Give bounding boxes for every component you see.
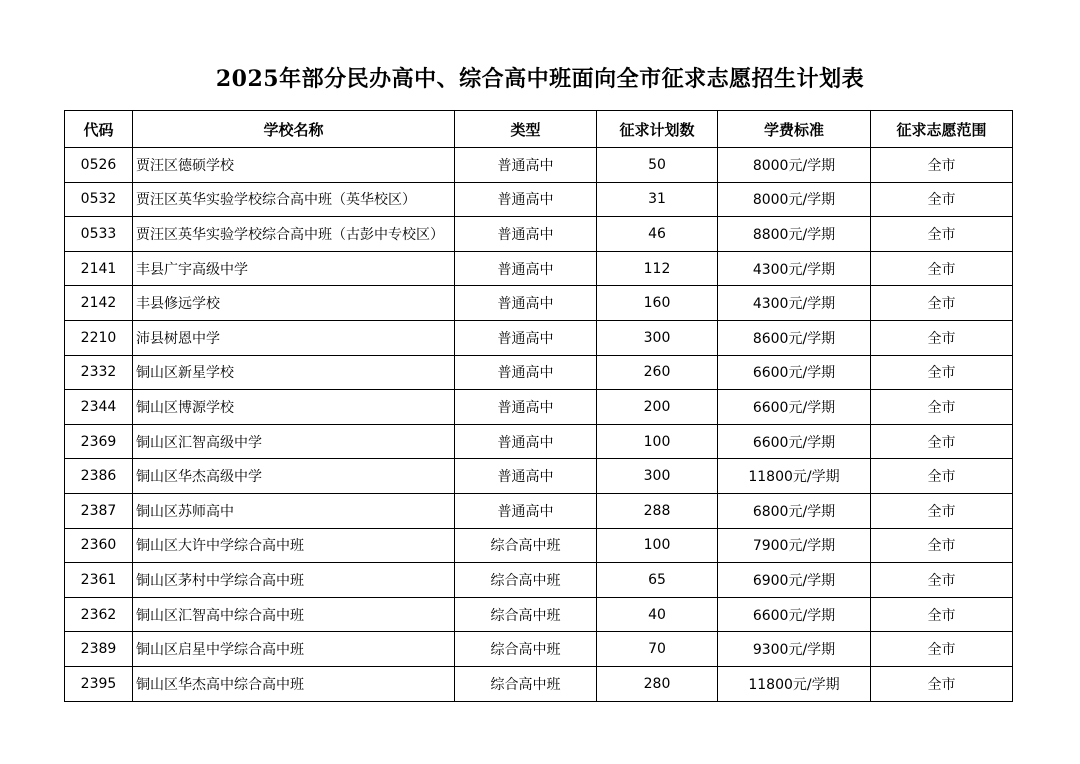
cell-scope: 全市 xyxy=(871,286,1013,321)
cell-plan-count: 100 xyxy=(597,424,718,459)
cell-code: 2386 xyxy=(65,459,133,494)
cell-plan-count: 50 xyxy=(597,148,718,183)
cell-code: 2389 xyxy=(65,632,133,667)
cell-tuition: 11800元/学期 xyxy=(718,459,871,494)
cell-code: 2332 xyxy=(65,355,133,390)
cell-tuition: 6600元/学期 xyxy=(718,355,871,390)
header-code: 代码 xyxy=(65,111,133,148)
cell-scope: 全市 xyxy=(871,493,1013,528)
cell-scope: 全市 xyxy=(871,632,1013,667)
table-row xyxy=(65,182,1013,217)
cell-type: 普通高中 xyxy=(455,424,597,459)
cell-school-name: 铜山区华杰高级中学 xyxy=(133,459,455,494)
cell-plan-count: 46 xyxy=(597,217,718,252)
table-row xyxy=(65,286,1013,321)
cell-tuition: 7900元/学期 xyxy=(718,528,871,563)
cell-school-name: 贾汪区德硕学校 xyxy=(133,148,455,183)
cell-school-name: 铜山区华杰高中综合高中班 xyxy=(133,666,455,701)
table-row xyxy=(65,251,1013,286)
header-scope: 征求志愿范围 xyxy=(871,111,1013,148)
cell-tuition: 6900元/学期 xyxy=(718,563,871,598)
cell-code: 0526 xyxy=(65,148,133,183)
table-row xyxy=(65,320,1013,355)
cell-plan-count: 112 xyxy=(597,251,718,286)
cell-plan-count: 70 xyxy=(597,632,718,667)
cell-type: 普通高中 xyxy=(455,390,597,425)
cell-type: 普通高中 xyxy=(455,355,597,390)
cell-scope: 全市 xyxy=(871,528,1013,563)
cell-type: 普通高中 xyxy=(455,320,597,355)
cell-school-name: 铜山区茅村中学综合高中班 xyxy=(133,563,455,598)
cell-type: 综合高中班 xyxy=(455,528,597,563)
cell-scope: 全市 xyxy=(871,251,1013,286)
cell-scope: 全市 xyxy=(871,355,1013,390)
header-school-name: 学校名称 xyxy=(133,111,455,148)
cell-type: 普通高中 xyxy=(455,493,597,528)
table-header-row xyxy=(65,111,1013,148)
table-row xyxy=(65,597,1013,632)
cell-scope: 全市 xyxy=(871,563,1013,598)
cell-code: 2387 xyxy=(65,493,133,528)
cell-code: 2142 xyxy=(65,286,133,321)
cell-plan-count: 288 xyxy=(597,493,718,528)
cell-plan-count: 300 xyxy=(597,459,718,494)
cell-code: 2360 xyxy=(65,528,133,563)
cell-school-name: 贾汪区英华实验学校综合高中班（古彭中专校区） xyxy=(133,217,455,252)
cell-type: 普通高中 xyxy=(455,182,597,217)
cell-scope: 全市 xyxy=(871,424,1013,459)
cell-tuition: 11800元/学期 xyxy=(718,666,871,701)
cell-code: 2344 xyxy=(65,390,133,425)
cell-school-name: 贾汪区英华实验学校综合高中班（英华校区） xyxy=(133,182,455,217)
cell-scope: 全市 xyxy=(871,320,1013,355)
cell-school-name: 丰县广宇高级中学 xyxy=(133,251,455,286)
table-row xyxy=(65,493,1013,528)
cell-plan-count: 300 xyxy=(597,320,718,355)
table-row xyxy=(65,355,1013,390)
cell-tuition: 8800元/学期 xyxy=(718,217,871,252)
cell-type: 综合高中班 xyxy=(455,597,597,632)
cell-plan-count: 260 xyxy=(597,355,718,390)
header-type: 类型 xyxy=(455,111,597,148)
cell-code: 2210 xyxy=(65,320,133,355)
table-row xyxy=(65,390,1013,425)
cell-tuition: 8000元/学期 xyxy=(718,182,871,217)
cell-tuition: 6600元/学期 xyxy=(718,424,871,459)
cell-scope: 全市 xyxy=(871,148,1013,183)
cell-tuition: 8000元/学期 xyxy=(718,148,871,183)
cell-school-name: 铜山区大许中学综合高中班 xyxy=(133,528,455,563)
cell-code: 2362 xyxy=(65,597,133,632)
cell-type: 普通高中 xyxy=(455,459,597,494)
header-plan-count: 征求计划数 xyxy=(597,111,718,148)
table-row xyxy=(65,563,1013,598)
cell-plan-count: 160 xyxy=(597,286,718,321)
cell-type: 普通高中 xyxy=(455,148,597,183)
cell-school-name: 铜山区博源学校 xyxy=(133,390,455,425)
cell-scope: 全市 xyxy=(871,217,1013,252)
page-title: 2025年部分民办高中、综合高中班面向全市征求志愿招生计划表 xyxy=(215,66,865,92)
cell-plan-count: 40 xyxy=(597,597,718,632)
cell-type: 综合高中班 xyxy=(455,563,597,598)
cell-school-name: 铜山区汇智高中综合高中班 xyxy=(133,597,455,632)
cell-school-name: 丰县修远学校 xyxy=(133,286,455,321)
cell-scope: 全市 xyxy=(871,459,1013,494)
table-row xyxy=(65,217,1013,252)
cell-school-name: 铜山区苏师高中 xyxy=(133,493,455,528)
cell-code: 2141 xyxy=(65,251,133,286)
cell-scope: 全市 xyxy=(871,666,1013,701)
cell-type: 普通高中 xyxy=(455,251,597,286)
header-tuition: 学费标准 xyxy=(718,111,871,148)
cell-type: 普通高中 xyxy=(455,286,597,321)
cell-tuition: 4300元/学期 xyxy=(718,251,871,286)
cell-type: 综合高中班 xyxy=(455,666,597,701)
cell-tuition: 6600元/学期 xyxy=(718,597,871,632)
cell-code: 2369 xyxy=(65,424,133,459)
table-row xyxy=(65,528,1013,563)
table-row xyxy=(65,459,1013,494)
cell-type: 综合高中班 xyxy=(455,632,597,667)
cell-code: 2395 xyxy=(65,666,133,701)
cell-scope: 全市 xyxy=(871,390,1013,425)
cell-tuition: 8600元/学期 xyxy=(718,320,871,355)
cell-type: 普通高中 xyxy=(455,217,597,252)
cell-plan-count: 65 xyxy=(597,563,718,598)
cell-tuition: 6600元/学期 xyxy=(718,390,871,425)
table-row xyxy=(65,666,1013,701)
cell-scope: 全市 xyxy=(871,597,1013,632)
cell-tuition: 9300元/学期 xyxy=(718,632,871,667)
cell-code: 2361 xyxy=(65,563,133,598)
cell-plan-count: 280 xyxy=(597,666,718,701)
cell-school-name: 铜山区启星中学综合高中班 xyxy=(133,632,455,667)
cell-plan-count: 100 xyxy=(597,528,718,563)
cell-tuition: 6800元/学期 xyxy=(718,493,871,528)
cell-plan-count: 200 xyxy=(597,390,718,425)
cell-tuition: 4300元/学期 xyxy=(718,286,871,321)
cell-code: 0533 xyxy=(65,217,133,252)
table-row xyxy=(65,632,1013,667)
enrollment-plan-table xyxy=(64,110,1013,702)
cell-school-name: 铜山区新星学校 xyxy=(133,355,455,390)
table-row xyxy=(65,424,1013,459)
table-row xyxy=(65,148,1013,183)
cell-code: 0532 xyxy=(65,182,133,217)
cell-school-name: 铜山区汇智高级中学 xyxy=(133,424,455,459)
cell-scope: 全市 xyxy=(871,182,1013,217)
cell-school-name: 沛县树恩中学 xyxy=(133,320,455,355)
cell-plan-count: 31 xyxy=(597,182,718,217)
